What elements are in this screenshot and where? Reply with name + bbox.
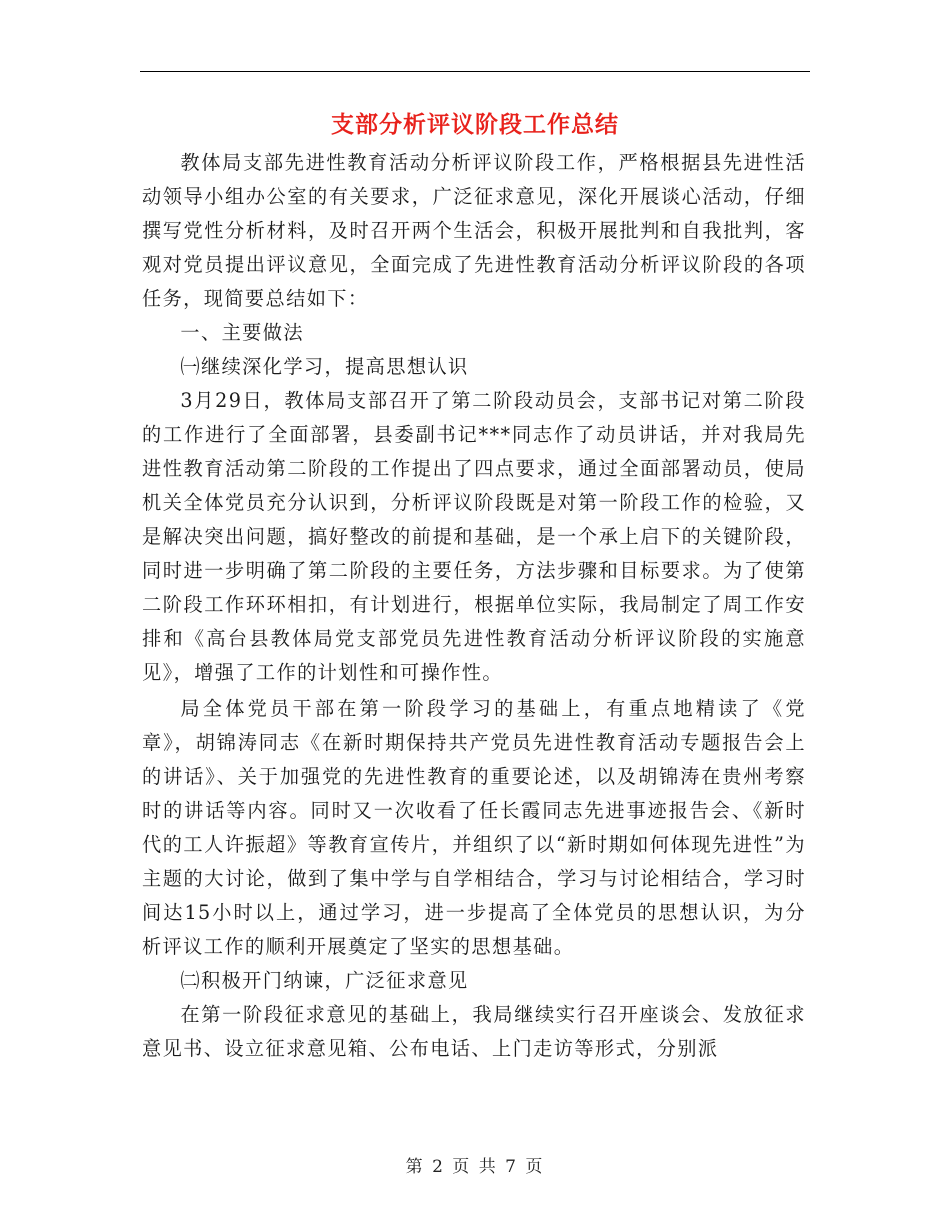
subsection-heading-opinions: ㈡积极开门纳谏，广泛征求意见 [180, 969, 469, 992]
paragraph-study-content: 局全体党员干部在第一阶段学习的基础上，有重点地精读了《党章》，胡锦涛同志《在新时期保持共产党员先进性教育活动专题报告会上的讲话》、关于加强党的先进性教育的重要论述，以及胡锦涛在贵州考察时的讲话等内容。同时又一次收看了任长霞同志先进事迹报告会、《新时代的工人许振超》等教育宣传片，并组织了以“新时期如何体现先进性”为主题的大讨论，做到了集中学与自学相结合，学习与讨论相结合，学习时间达15小时以上，通过学习，进一步提高了全体党员的思想认识，为分析评议工作的顺利开展奠定了坚实的思想基础。 [142, 697, 806, 958]
paragraph-opinions: 在第一阶段征求意见的基础上，我局继续实行召开座谈会、发放征求意见书、设立征求意见箱、公布电话、上门走访等形式，分别派 [142, 1003, 806, 1060]
subsection-heading-study: ㈠继续深化学习，提高思想认识 [180, 355, 469, 378]
header-rule [140, 71, 810, 72]
paragraph-mobilization: 3月29日，教体局支部召开了第二阶段动员会，支部书记对第二阶段的工作进行了全面部署，县委副书记***同志作了动员讲话，并对我局先进性教育活动第二阶段的工作提出了四点要求，通过全面部署动员，使局机关全体党员充分认识到，分析评议阶段既是对第一阶段工作的检验，又是解决突出问题，搞好整改的前提和基础，是一个承上启下的关键阶段，同时进一步明确了第二阶段的主要任务，方法步骤和目标要求。为了使第二阶段工作环环相扣，有计划进行，根据单位实际，我局制定了周工作安排和《高台县教体局党支部党员先进性教育活动分析评议阶段的实施意见》，增强了工作的计划性和可操作性。 [142, 389, 806, 684]
document-title: 支部分析评议阶段工作总结 [331, 111, 619, 138]
paragraph-intro: 教体局支部先进性教育活动分析评议阶段工作，严格根据县先进性活动领导小组办公室的有关要求，广泛征求意见，深化开展谈心活动，仔细撰写党性分析材料，及时召开两个生活会，积极开展批判和自我批判，客观对党员提出评议意见，全面完成了先进性教育活动分析评议阶段的各项任务，现简要总结如下： [142, 151, 806, 310]
page-number-footer: 第 2 页 共 7 页 [405, 1157, 545, 1177]
section-heading-main-methods: 一、主要做法 [180, 321, 304, 344]
document-body [142, 146, 806, 1066]
